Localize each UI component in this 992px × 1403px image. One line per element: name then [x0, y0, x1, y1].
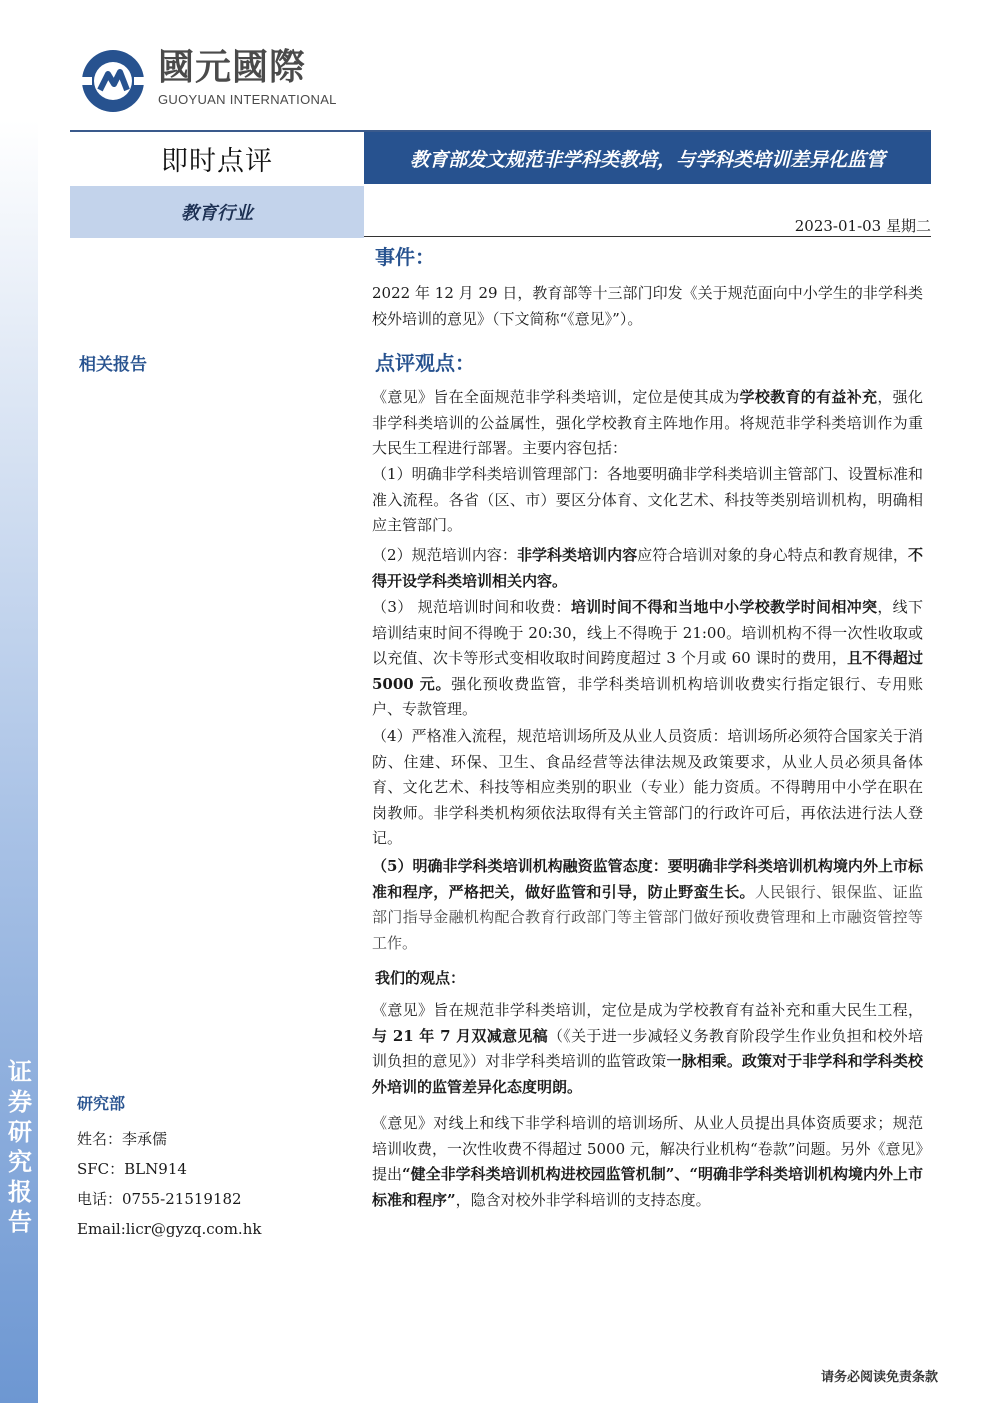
event-paragraph: 2022 年 12 月 29 日，教育部等十三部门印发《关于规范面向中小学生的非学科类校外培训的意见》（下文简称“《意见》”）。: [372, 284, 923, 328]
logo-mark-icon: [78, 46, 148, 116]
our-view-heading: 我们的观点：: [375, 969, 466, 987]
disclaimer-footer: 请务必阅读免责条款: [820, 1370, 938, 1385]
analyst-name: 姓名：李承儒: [77, 1130, 168, 1148]
analyst-email: Email:licr@gyzq.com.hk: [77, 1220, 262, 1238]
paragraph-point-5: （5）明确非学科类培训机构融资监管态度：要明确非学科类培训机构境内外上市标准和程序，严格把关，做好监管和引导，防止野蛮生长。人民银行、银保监、证监部门指导金融机构配合教育行政部门等主管部门做好预收费管理和上市融资管控等工作。: [372, 857, 923, 952]
vertical-label: 证券研究报告: [8, 1058, 32, 1236]
paragraph-point-3: （3） 规范培训时间和收费：培训时间不得和当地中小学校教学时间相冲突，线下培训结束时间不得晚于 20:30，线上不得晚于 21:00。培训机构不得一次性收取或以充值、次卡等形式变相收取时间跨度超过 3 个月或 60 课时的费用，且不得超过 5000 元。强化预收费监管，非学科类培训机构培训收费实行指定银行、专用账户、专款管理。: [372, 598, 923, 718]
date-rule: [364, 236, 931, 237]
analyst-contact: [77, 1124, 261, 1244]
analyst-phone: 电话：0755-21519182: [77, 1190, 242, 1208]
paragraph-view-1: 《意见》旨在规范非学科类培训，定位是成为学校教育有益补充和重大民生工程，与 21 年 7 月双减意见稿（《关于进一步减轻义务教育阶段学生作业负担和校外培训负担的意见》）对非学科类培训的监管政策一脉相乘。政策对于非学科和学科类校外培训的监管差异化态度明朗。: [372, 1001, 923, 1096]
event-heading: 事件：: [375, 245, 435, 269]
logo-chinese: 國元國際: [158, 47, 307, 88]
logo-english: GUOYUAN INTERNATIONAL: [158, 92, 337, 107]
paragraph-point-1: （1）明确非学科类培训管理部门：各地要明确非学科类培训主管部门、设置标准和准入流程。各省（区、市）要区分体育、文化艺术、科技等类别培训机构，明确相应主管部门。: [372, 465, 923, 534]
analyst-sfc: SFC：BLN914: [77, 1160, 187, 1178]
report-date: 2023-01-03 星期二: [794, 217, 931, 235]
paragraph-intro: 《意见》旨在全面规范非学科类培训，定位是使其成为学校教育的有益补充，强化非学科类培训的公益属性，强化学校教育主阵地作用。将规范非学科类培训作为重大民生工程进行部署。主要内容包括：: [372, 388, 923, 457]
report-title: 教育部发文规范非学科类教培，与学科类培训差异化监管: [364, 132, 931, 184]
report-type: 即时点评: [161, 145, 273, 177]
paragraph-view-2: 《意见》对线上和线下非学科培训的培训场所、从业人员提出具体资质要求；规范培训收费，一次性收费不得超过 5000 元，解决行业机构“卷款”问题。另外《意见》提出“健全非学科类培训机构进校园监管机制”、“明确非学科类培训机构境内外上市标准和程序”，隐含对校外非学科培训的支持态度。: [372, 1114, 923, 1209]
paragraph-point-2: （2）规范培训内容：非学科类培训内容应符合培训对象的身心特点和教育规律，不得开设学科类培训相关内容。: [372, 546, 923, 590]
company-logo: [78, 46, 338, 116]
comment-heading: 点评观点：: [375, 351, 475, 375]
industry-label: 教育行业: [70, 186, 364, 238]
related-reports-heading: 相关报告: [79, 355, 147, 375]
department-heading: 研究部: [77, 1094, 126, 1113]
paragraph-point-4: （4）严格准入流程，规范培训场所及从业人员资质：培训场所必须符合国家关于消防、住建、环保、卫生、食品经营等法律法规及政策要求，从业人员必须具备体育、文化艺术、科技等相应类别的职业（专业）能力资质。不得聘用中小学在职在岗教师。非学科类机构须依法取得有关主管部门的行政许可后，再依法进行法人登记。: [372, 727, 923, 847]
